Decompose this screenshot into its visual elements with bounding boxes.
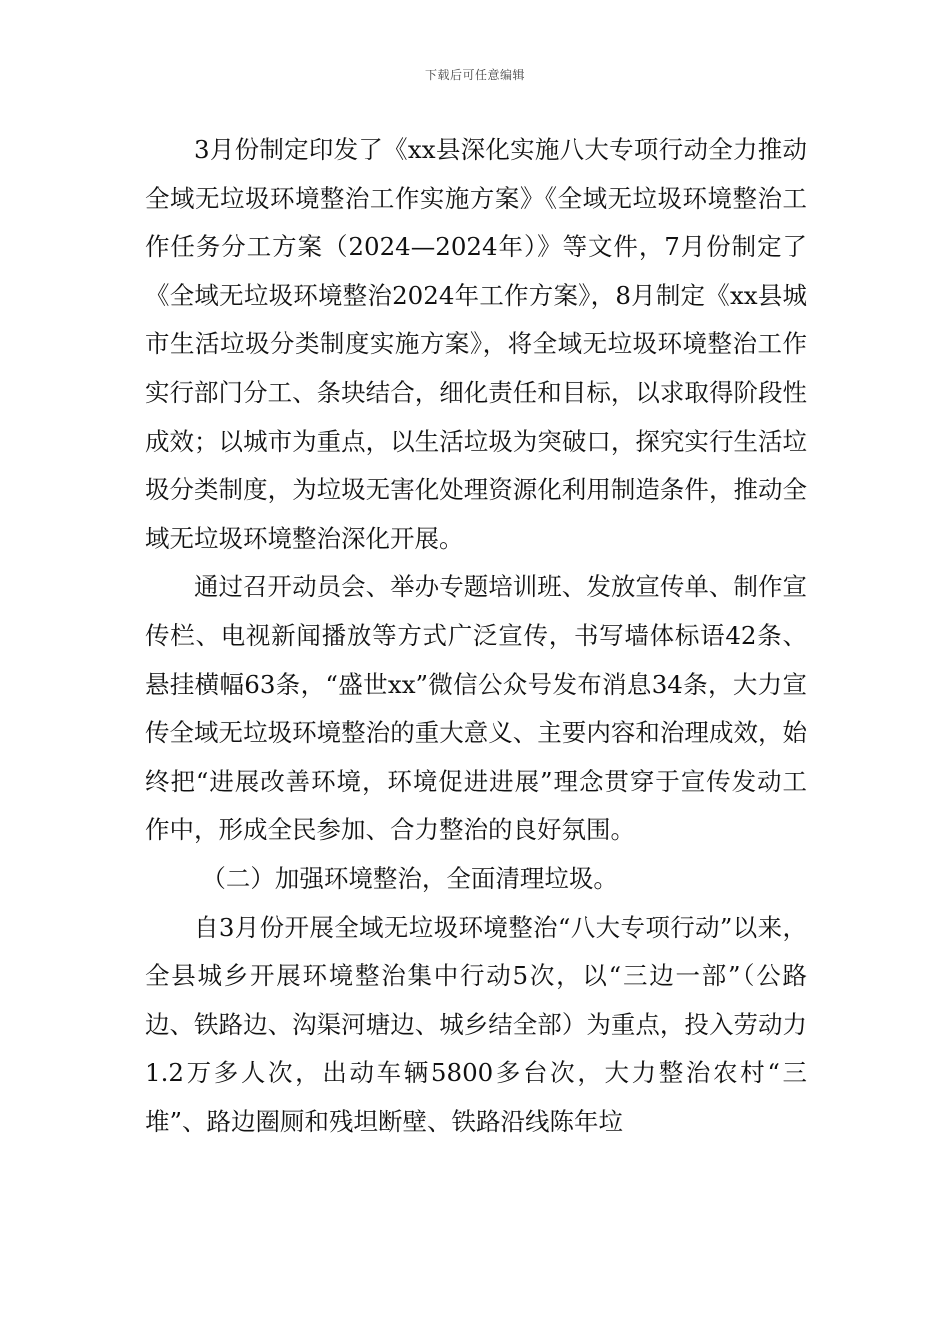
page-header-note: 下载后可任意编辑 [424,68,525,82]
paragraph-publicity: 通过召开动员会、举办专题培训班、发放宣传单、制作宣传栏、电视新闻播放等方式广泛宣传，书写墙体标语42条、悬挂横幅63条，“盛世xx”微信公众号发布消息34条，大力宣传全域无垃圾环境整治的重大意义、主要内容和治理成效，始终把“进展改善环境，环境促进进展”理念贯穿于宣传发动工作中，形成全民参加、合力整治的良好氛围。 [145,572,807,845]
document-body [145,126,807,1146]
section-heading-rectification: （二）加强环境整治，全面清理垃圾。 [201,863,618,893]
paragraph-plans: 3月份制定印发了《xx县深化实施八大专项行动全力推动全域无垃圾环境整治工作实施方案》《全域无垃圾环境整治工作任务分工方案（2024—2024年）》等文件，7月份制定了《全域无垃圾环境整治2024年工作方案》，8月制定《xx县城市生活垃圾分类制度实施方案》，将全域无垃圾环境整治工作实行部门分工、条块结合，细化责任和目标，以求取得阶段性成效；以城市为重点，以生活垃圾为突破口，探究实行生活垃圾分类制度，为垃圾无害化处理资源化利用制造条件，推动全域无垃圾环境整治深化开展。 [145,135,807,553]
paragraph-cleanup: 自3月份开展全域无垃圾环境整治“八大专项行动”以来，全县城乡开展环境整治集中行动5次，以“三边一部”（公路边、铁路边、沟渠河塘边、城乡结全部）为重点，投入劳动力1.2万多人次，出动车辆5800多台次，大力整治农村“三堆”、路边圈厕和残坦断壁、铁路沿线陈年垃 [145,912,807,1136]
